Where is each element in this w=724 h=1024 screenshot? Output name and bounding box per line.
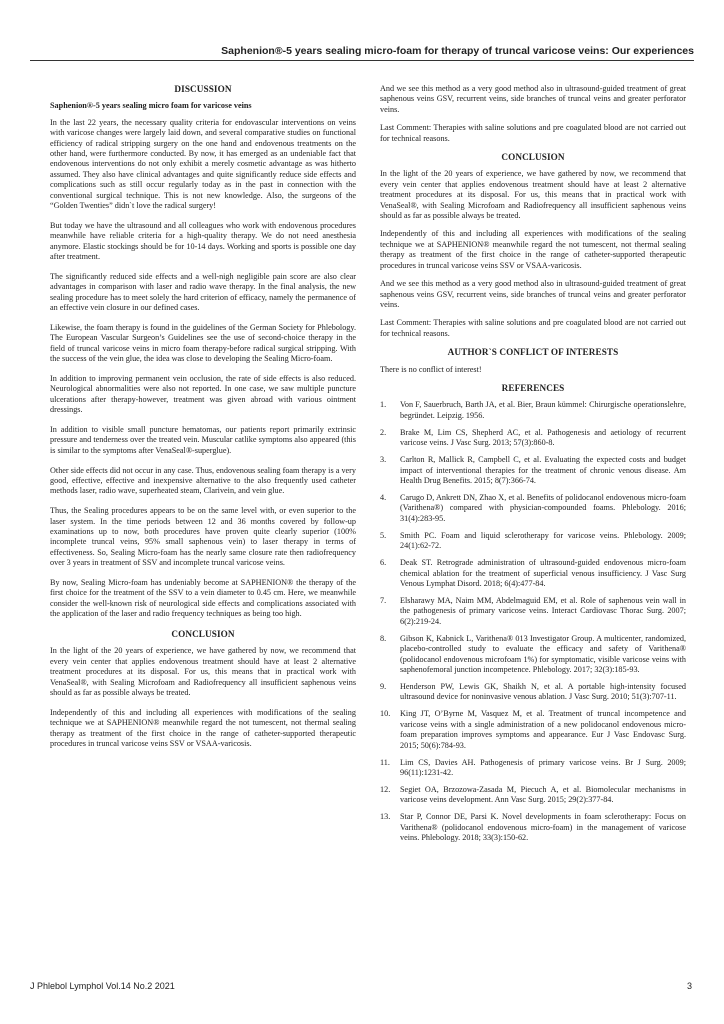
conclusion-paragraph: Independently of this and including all experiences with modifications of the sealing technique we at SAPHENION® meanwhile regard the not tumescent, not thermal sealing therapy as treatment of the first choice in the range of catheter-supported therapeutic procedures in truncal varicose veins SSV or VSAA-varicosis. xyxy=(380,229,686,270)
page-number: 3 xyxy=(686,981,692,991)
conclusion-paragraph: Last Comment: Therapies with saline solutions and pre coagulated blood are not carried out for technical reasons. xyxy=(380,318,686,338)
reference-number: 2. xyxy=(380,427,387,437)
reference-item xyxy=(380,531,686,552)
reference-number: 9. xyxy=(380,682,387,692)
reference-text: Segiet OA, Brzozowa-Zasada M, Piecuch A, et al. Biomolecular mechanisms in varicose veins development. Ann Vasc Surg. 2015; 29(2):377-84. xyxy=(400,785,686,805)
reference-text: Gibson K, Kabnick L, Varithena® 013 Investigator Group. A multicenter, randomized, placebo-controlled study to evaluate the efficacy and safety of Varithena® (polidocanol endovenous microfoam 1%) for symptomatic, visible varicose veins with saphenofemoral junction incompetence. Phlebology. 2017; 32(3):185-93. xyxy=(400,633,686,675)
reference-item xyxy=(380,428,686,449)
reference-text: King JT, O’Byrne M, Vasquez M, et al. Treatment of truncal incompetence and varicose veins with a single administration of a new polidocanol endovenous micro-foam preparation improves symptoms and appearance. Eur J Vasc Endovasc Surg. 2015; 50(6):784-93. xyxy=(400,709,686,750)
body-paragraph: Last Comment: Therapies with saline solutions and pre coagulated blood are not carried out for technical reasons. xyxy=(380,123,686,143)
reference-number: 4. xyxy=(380,492,387,502)
reference-item xyxy=(380,709,686,751)
discussion-paragraph: The significantly reduced side effects and a well-nigh negligible pain score are also clear advantages in comparison with laser and radio wave therapy. In the final analysis, the new sealing procedure has to meet solely the hard criterion of efficacy, namely the permanence of an effective vein closure in our defined cases. xyxy=(50,271,356,313)
reference-number: 5. xyxy=(380,530,387,540)
discussion-paragraph: Other side effects did not occur in any case. Thus, endovenous sealing foam therapy is a very good, effective, effective and inexpensive alternative to the also frequently used catheter methods laser, radio wave, superheated steam, Clarivein, and vein glue. xyxy=(50,465,356,496)
discussion-paragraph: By now, Sealing Micro-foam has undeniably become at SAPHENION® the therapy of the first choice for the treatment of the SSV to a vein diameter to 0.45 cm. Here, we meanwhile consider the well-known risk of neurological side effects and complications associated with the application of the laser and radio frequency techniques as being too high. xyxy=(50,577,356,619)
reference-number: 12. xyxy=(380,785,391,795)
references-list xyxy=(380,400,686,843)
reference-item xyxy=(380,455,686,486)
reference-number: 10. xyxy=(380,709,391,719)
reference-number: 7. xyxy=(380,596,387,605)
discussion-paragraph: In the last 22 years, the necessary quality criteria for endovascular interventions on veins with varicose changes were largely laid down, and several comparative studies on functional efficiency of radical stripping surgery on the one hand and endovenous treatments on the other hand, were furthermore conducted. By now, it has emerged as an undeniable fact that endovenous interventions do not only exhibit a merely cosmetic advantage as was hitherto assumed. They also have clinical advantages and quite significantly reduce side effects and complications such as still occur regularly today as in the past in connection with the conventional surgical technique. This is not new knowledge. Also, the surgeons of the “Golden Twenties” didn`t love the radical surgery! xyxy=(50,117,356,211)
reference-item xyxy=(380,812,686,843)
reference-text: Henderson PW, Lewis GK, Shaikh N, et al. A portable high-intensity focused ultrasound device for noninvasive venous ablation. J Vasc Surg. 2010; 51(3):707-11. xyxy=(400,682,686,702)
reference-text: Carlton R, Mallick R, Campbell C, et al. Evaluating the expected costs and budget impact of interventional therapies for the treatment of chronic venous disease. Am Health Drug Benefits. 2015; 8(7):366-74. xyxy=(400,455,686,485)
reference-text: Deak ST. Retrograde administration of ultrasound-guided endovenous micro-foam chemical ablation for the treatment of superficial venous insufficiency. J Vasc Surg Venous Lymphat Disord. 2018; 6(4):477-84. xyxy=(400,558,686,588)
reference-item xyxy=(380,558,686,589)
right-column xyxy=(380,84,686,850)
left-column xyxy=(50,84,356,759)
discussion-paragraph: Thus, the Sealing procedures appears to be on the same level with, or even superior to the laser system. In the time periods between 12 and 36 months covered by follow-up examinations up to now, both procedures have proven quite clearly superior (100% incomplete truncal veins, 95% small saphenous vein) to laser therapy in terms of effectiveness. So, Sealing Micro-foam has the nearly same closure rate then radiofrequency over 3 years in treatment of SSV and incomplete truncal varicose veins. xyxy=(50,506,356,568)
reference-item xyxy=(380,634,686,676)
reference-number: 11. xyxy=(380,757,390,767)
discussion-heading: DISCUSSION xyxy=(174,84,232,94)
conclusion-heading: CONCLUSION xyxy=(501,152,565,163)
journal-citation: J Phlebol Lymphol Vol.14 No.2 2021 xyxy=(30,981,175,991)
reference-number: 3. xyxy=(380,455,387,465)
conflict-statement: There is no conflict of interest! xyxy=(380,364,482,374)
discussion-paragraph: Likewise, the foam therapy is found in the guidelines of the German Society for Phlebology. The European Vascular Surgeon’s Guidelines see the use of second-choice therapy in the field of truncal varicose veins in micro foam therapy-before radical surgical stripping. With the success of the vein glue, the idea was close to developing the Sealing Micro-foam. xyxy=(50,322,356,364)
conclusion-paragraph: In the light of the 20 years of experience, we have gathered by now, we recommend that every vein center that applies endovenous treatment should have at least 2 alternative treatment procedures at its disposal. For us, this means that in practical work with VenaSeal®, with Sealing Microfoam and Radiofrequency all insufficient saphenous veins should as far as possible always be treated. xyxy=(380,169,686,221)
reference-item xyxy=(380,493,686,524)
conclusion-paragraph: Independently of this and including all experiences with modifications of the sealing technique we at SAPHENION® meanwhile regard the not tumescent, not thermal sealing therapy as treatment of the first choice in the range of catheter-supported therapeutic procedures in truncal varicose veins SSV or VSAA-varicosis. xyxy=(50,707,356,749)
reference-text: Von F, Sauerbruch, Barth JA, et al. Bier, Braun kümmel: Chirurgische operationslehre, begründet. Leipzig. 1956. xyxy=(400,400,686,420)
discussion-paragraph: In addition to visible small puncture hematomas, our patients report primarily extrinsic pressure and tenderness over the treated vein. Muscular catlike symptoms also appeared (this is similar to the symptoms after VenaSeal®-superglue). xyxy=(50,424,356,455)
reference-text: Carugo D, Ankrett DN, Zhao X, et al. Benefits of polidocanol endovenous micro-foam (Varithena®) compared with physician-compounded foams. Phlebology. 2016; 31(4):283-95. xyxy=(400,492,686,523)
reference-item xyxy=(380,682,686,703)
reference-text: Brake M, Lim CS, Shepherd AC, et al. Pathogenesis and aetiology of recurrent varicose veins. J Vasc Surg. 2013; 57(3):860-8. xyxy=(400,427,686,448)
reference-text: Lim CS, Davies AH. Pathogenesis of primary varicose veins. Br J Surg. 2009; 96(11):1231-42. xyxy=(400,757,686,778)
running-header-title: Saphenion®-5 years sealing micro-foam for therapy of truncal varicose veins: Our experiences xyxy=(221,45,694,57)
body-paragraph: And we see this method as a very good method also in ultrasound-guided treatment of great saphenous veins GSV, recurrent veins, side branches of truncal veins and greater perforator veins. xyxy=(380,84,686,114)
reference-text: Elsharawy MA, Naim MM, Abdelmaguid EM, et al. Role of saphenous vein wall in the pathogenesis of primary varicose veins. Interact Cardiovasc Thorac Surg. 2007; 6(2):219-24. xyxy=(400,596,686,626)
conflict-heading: AUTHOR`S CONFLICT OF INTERESTS xyxy=(447,347,619,358)
reference-number: 8. xyxy=(380,633,387,643)
discussion-subheading: Saphenion®-5 years sealing micro foam for varicose veins xyxy=(50,101,252,111)
reference-item xyxy=(380,596,686,627)
reference-item xyxy=(380,785,686,806)
reference-text: Smith PC. Foam and liquid sclerotherapy for varicose veins. Phlebology. 2009; 24(1):62-72. xyxy=(400,530,686,551)
discussion-paragraph: In addition to improving permanent vein occlusion, the rate of side effects is also reduced. Neurological abnormalities were also not reported. In one case, we saw multiple puncture ulcerations after therapy-however, treatment was given abroad with various ointment dressings. xyxy=(50,373,356,415)
discussion-paragraph: But today we have the ultrasound and all colleagues who work with endovenous procedures meanwhile have reliable criteria for a high-quality therapy. We do not need anesthesia anymore. Elastic stockings should be for 10-14 days. Working and sports is possible one day after treatment. xyxy=(50,220,356,262)
header-divider xyxy=(30,60,694,61)
conclusion-paragraph: In the light of the 20 years of experience, we have gathered by now, we recommend that every vein center that applies endovenous treatment should have at least 2 alternative treatment procedures at its disposal. For us, this means that in practical work with VenaSeal®, with Sealing Microfoam and Radiofrequency all insufficient saphenous veins should as far as possible always be treated. xyxy=(50,646,356,698)
reference-number: 13. xyxy=(380,812,391,822)
conclusion-paragraph: And we see this method as a very good method also in ultrasound-guided treatment of great saphenous veins GSV, recurrent veins, side branches of truncal veins and greater perforator veins. xyxy=(380,279,686,309)
reference-number: 1. xyxy=(380,400,387,410)
reference-item xyxy=(380,400,686,421)
conclusion-heading: CONCLUSION xyxy=(171,628,235,639)
reference-text: Star P, Connor DE, Parsi K. Novel developments in foam sclerotherapy: Focus on Varithena® (polidocanol endovenous micro-foam) in the management of varicose veins. Phlebology. 2018; 33(3):150-62. xyxy=(400,812,686,843)
references-heading: REFERENCES xyxy=(501,382,565,393)
reference-item xyxy=(380,758,686,779)
reference-number: 6. xyxy=(380,558,387,568)
